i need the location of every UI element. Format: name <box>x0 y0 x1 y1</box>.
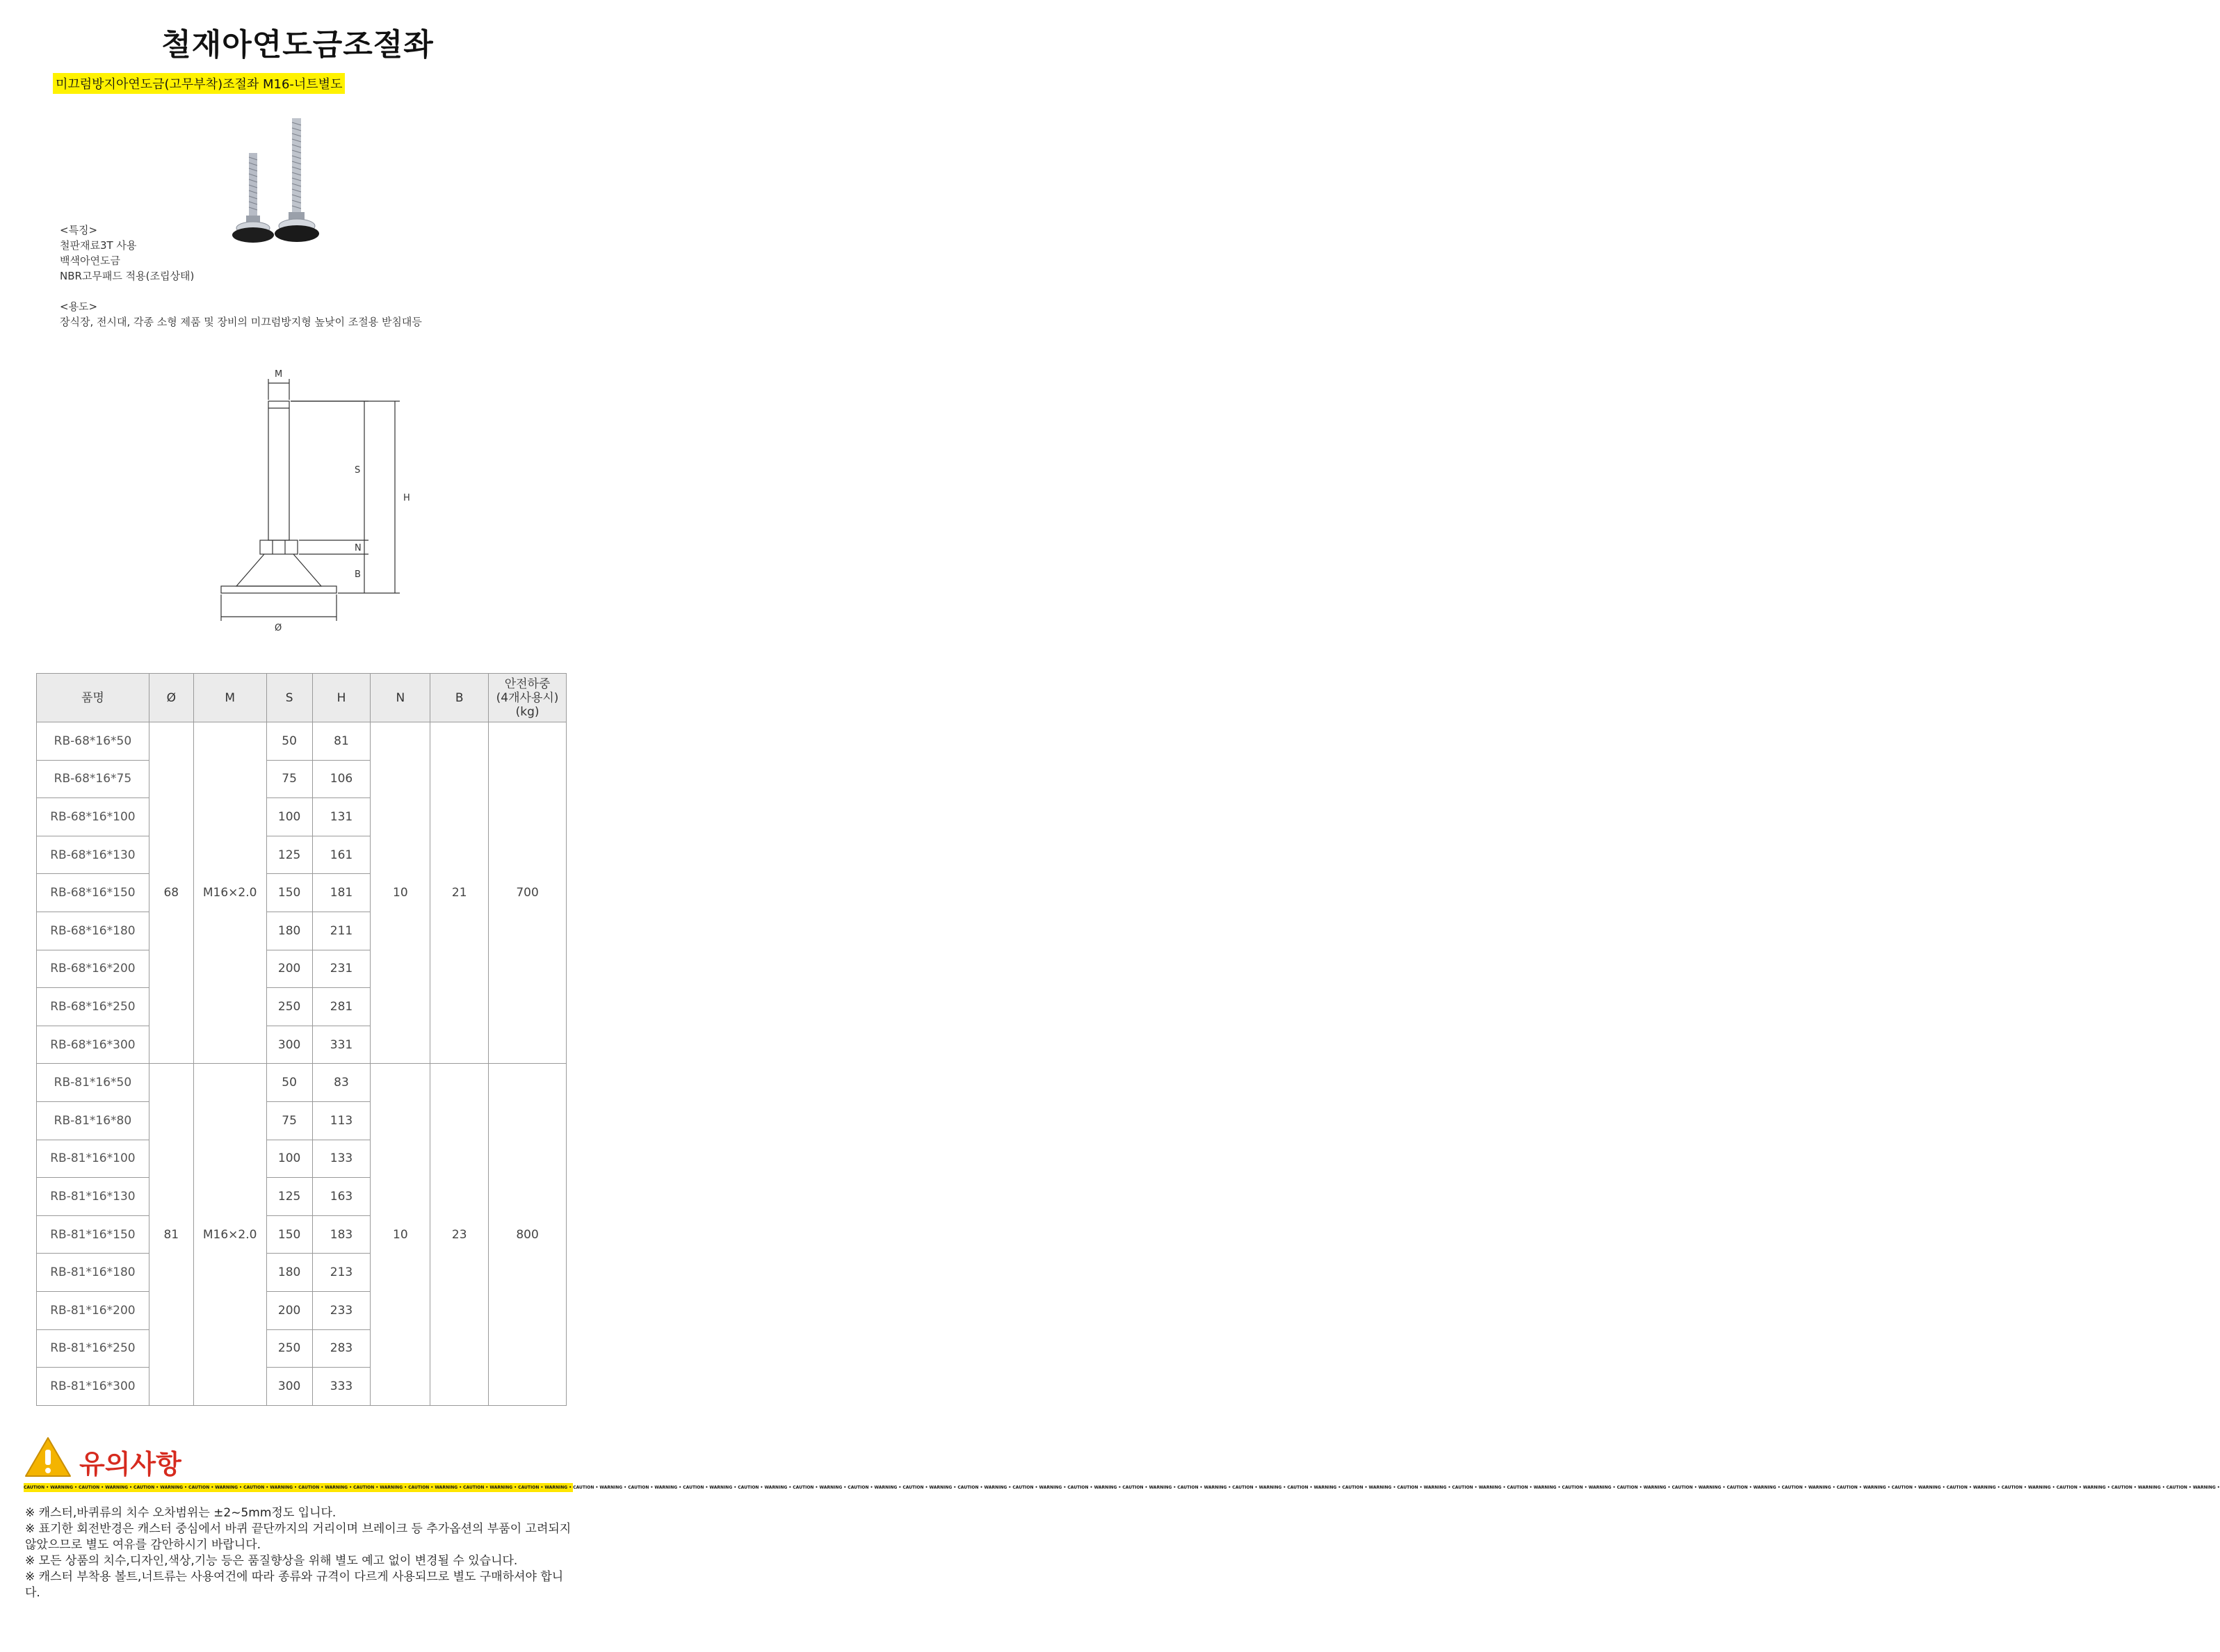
cell-h: 131 <box>312 798 371 836</box>
cell-h: 333 <box>312 1368 371 1406</box>
cell-code: RB-81*16*50 <box>37 1064 149 1102</box>
col-header-m: M <box>193 674 266 722</box>
cell-s: 150 <box>266 1215 312 1254</box>
cell-code: RB-81*16*300 <box>37 1368 149 1406</box>
cell-s: 300 <box>266 1026 312 1064</box>
cell-code: RB-81*16*150 <box>37 1215 149 1254</box>
cell-s: 75 <box>266 1101 312 1140</box>
cell-s: 250 <box>266 988 312 1026</box>
cell-s: 200 <box>266 1291 312 1329</box>
features-block <box>60 222 422 330</box>
col-header-s: S <box>266 674 312 722</box>
cell-code: RB-68*16*180 <box>37 912 149 950</box>
cell-s: 180 <box>266 912 312 950</box>
feature-item: 철판재료3T 사용 <box>60 239 137 252</box>
cell-h: 331 <box>312 1026 371 1064</box>
label-n: N <box>355 543 362 553</box>
cell-s: 125 <box>266 836 312 874</box>
cell-h: 161 <box>312 836 371 874</box>
feature-item: NBR고무패드 적용(조립상태) <box>60 270 195 282</box>
dimension-diagram <box>209 358 417 636</box>
cell-code: RB-81*16*250 <box>37 1329 149 1368</box>
cell-code: RB-68*16*200 <box>37 950 149 988</box>
label-h: H <box>403 493 410 503</box>
cell-s: 50 <box>266 722 312 761</box>
usage-text: 장식장, 전시대, 각종 소형 제품 및 장비의 미끄럼방지형 높낮이 조절용 받침대등 <box>60 316 422 328</box>
col-header-h: H <box>312 674 371 722</box>
cell-h: 233 <box>312 1291 371 1329</box>
cell-h: 83 <box>312 1064 371 1102</box>
cell-s: 50 <box>266 1064 312 1102</box>
cell-s: 150 <box>266 874 312 912</box>
cell-diameter: 68 <box>149 722 193 1064</box>
label-m: M <box>275 369 283 380</box>
notice-header <box>24 1436 573 1484</box>
cell-h: 183 <box>312 1215 371 1254</box>
label-b: B <box>355 569 361 580</box>
col-header-diameter: Ø <box>149 674 193 722</box>
note-item: ※ 표기한 회전반경은 캐스터 중심에서 바퀴 끝단까지의 거리이며 브레이크 등 추가옵션의 부품이 고려되지 않았으므로 별도 여유를 감안하시기 바랍니다. <box>25 1522 572 1552</box>
cell-h: 211 <box>312 912 371 950</box>
cell-code: RB-81*16*130 <box>37 1178 149 1216</box>
cell-s: 250 <box>266 1329 312 1368</box>
table-header-row <box>37 674 567 722</box>
cell-s: 100 <box>266 798 312 836</box>
notice-title: 유의사항 <box>79 1449 181 1480</box>
cell-s: 125 <box>266 1178 312 1216</box>
features-heading: <특징> <box>60 224 98 236</box>
cell-b: 23 <box>430 1064 489 1405</box>
feature-item: 백색아연도금 <box>60 254 120 267</box>
cell-s: 75 <box>266 760 312 798</box>
cell-code: RB-68*16*75 <box>37 760 149 798</box>
cell-h: 213 <box>312 1254 371 1292</box>
cell-h: 106 <box>312 760 371 798</box>
cell-b: 21 <box>430 722 489 1064</box>
cell-s: 180 <box>266 1254 312 1292</box>
cell-code: RB-81*16*200 <box>37 1291 149 1329</box>
cell-n: 10 <box>371 722 430 1064</box>
cell-code: RB-68*16*150 <box>37 874 149 912</box>
note-item: ※ 캐스터,바퀴류의 치수 오차범위는 ±2~5mm정도 입니다. <box>25 1506 337 1520</box>
table-row <box>37 722 567 761</box>
cell-m: M16×2.0 <box>193 1064 266 1405</box>
cell-code: RB-81*16*80 <box>37 1101 149 1140</box>
table-row <box>37 1064 567 1102</box>
cell-s: 200 <box>266 950 312 988</box>
cell-s: 100 <box>266 1140 312 1178</box>
label-diameter: Ø <box>275 623 282 633</box>
col-header-b: B <box>430 674 489 722</box>
cell-m: M16×2.0 <box>193 722 266 1064</box>
cell-h: 181 <box>312 874 371 912</box>
cell-diameter: 81 <box>149 1064 193 1405</box>
note-item: ※ 모든 상품의 치수,디자인,색상,기능 등은 품질향상을 위해 별도 예고 없이 변경될 수 있습니다. <box>25 1554 518 1568</box>
notice-notes <box>25 1505 574 1601</box>
cell-code: RB-68*16*50 <box>37 722 149 761</box>
page-title: 철재아연도금조절좌 <box>161 27 434 63</box>
caution-tape: CAUTION • WARNING • CAUTION • WARNING • CAUTION • WARNING • CAUTION • WARNING • CAUTION • WARNING • CAUTION • WARNING • CAUTION • WARNING • CAUTION • WARNING • CAUTION • WARNING • CAUTION • WARNING • CAUTION • WARNING • CAUTION • WARNING • CAUTION • WARNING • CAUTION • WARNING • CAUTION • WARNING • CAUTION • WARNING • CAUTION • WARNING • CAUTION • WARNING • CAUTION • WARNING • CAUTION • WARNING • CAUTION • WARNING • CAUTION • WARNING • CAUTION • WARNING • CAUTION • WARNING • CAUTION • WARNING • CAUTION • WARNING • CAUTION • WARNING • CAUTION • WARNING • CAUTION • WARNING • CAUTION • WARNING • CAUTION • WARNING • CAUTION • WARNING • CAUTION • WARNING • CAUTION • WARNING • CAUTION • WARNING • CAUTION • WARNING • CAUTION • WARNING • CAUTION • WARNING • CAUTION • WARNING • CAUTION • WARNING • <box>24 1483 573 1492</box>
cell-h: 283 <box>312 1329 371 1368</box>
cell-h: 281 <box>312 988 371 1026</box>
product-subtitle: 미끄럼방지아연도금(고무부착)조절좌 M16-너트별도 <box>53 73 345 94</box>
cell-h: 133 <box>312 1140 371 1178</box>
note-item: ※ 캐스터 부착용 볼트,너트류는 사용여건에 따라 종류와 규격이 다르게 사용되므로 별도 구매하셔야 합니다. <box>25 1570 564 1600</box>
cell-h: 113 <box>312 1101 371 1140</box>
cell-code: RB-68*16*130 <box>37 836 149 874</box>
label-s: S <box>355 465 361 476</box>
cell-code: RB-68*16*100 <box>37 798 149 836</box>
cell-n: 10 <box>371 1064 430 1405</box>
cell-load: 700 <box>489 722 567 1064</box>
col-header-n: N <box>371 674 430 722</box>
cell-code: RB-68*16*250 <box>37 988 149 1026</box>
cell-code: RB-68*16*300 <box>37 1026 149 1064</box>
col-header-code: 품명 <box>37 674 149 722</box>
cell-h: 163 <box>312 1178 371 1216</box>
warning-icon <box>24 1436 72 1479</box>
cell-load: 800 <box>489 1064 567 1405</box>
cell-code: RB-81*16*100 <box>37 1140 149 1178</box>
cell-s: 300 <box>266 1368 312 1406</box>
cell-code: RB-81*16*180 <box>37 1254 149 1292</box>
cell-h: 231 <box>312 950 371 988</box>
usage-heading: <용도> <box>60 300 98 313</box>
col-header-load: 안전하중 (4개사용시) (kg) <box>489 674 567 722</box>
cell-h: 81 <box>312 722 371 761</box>
spec-table <box>36 673 567 1406</box>
